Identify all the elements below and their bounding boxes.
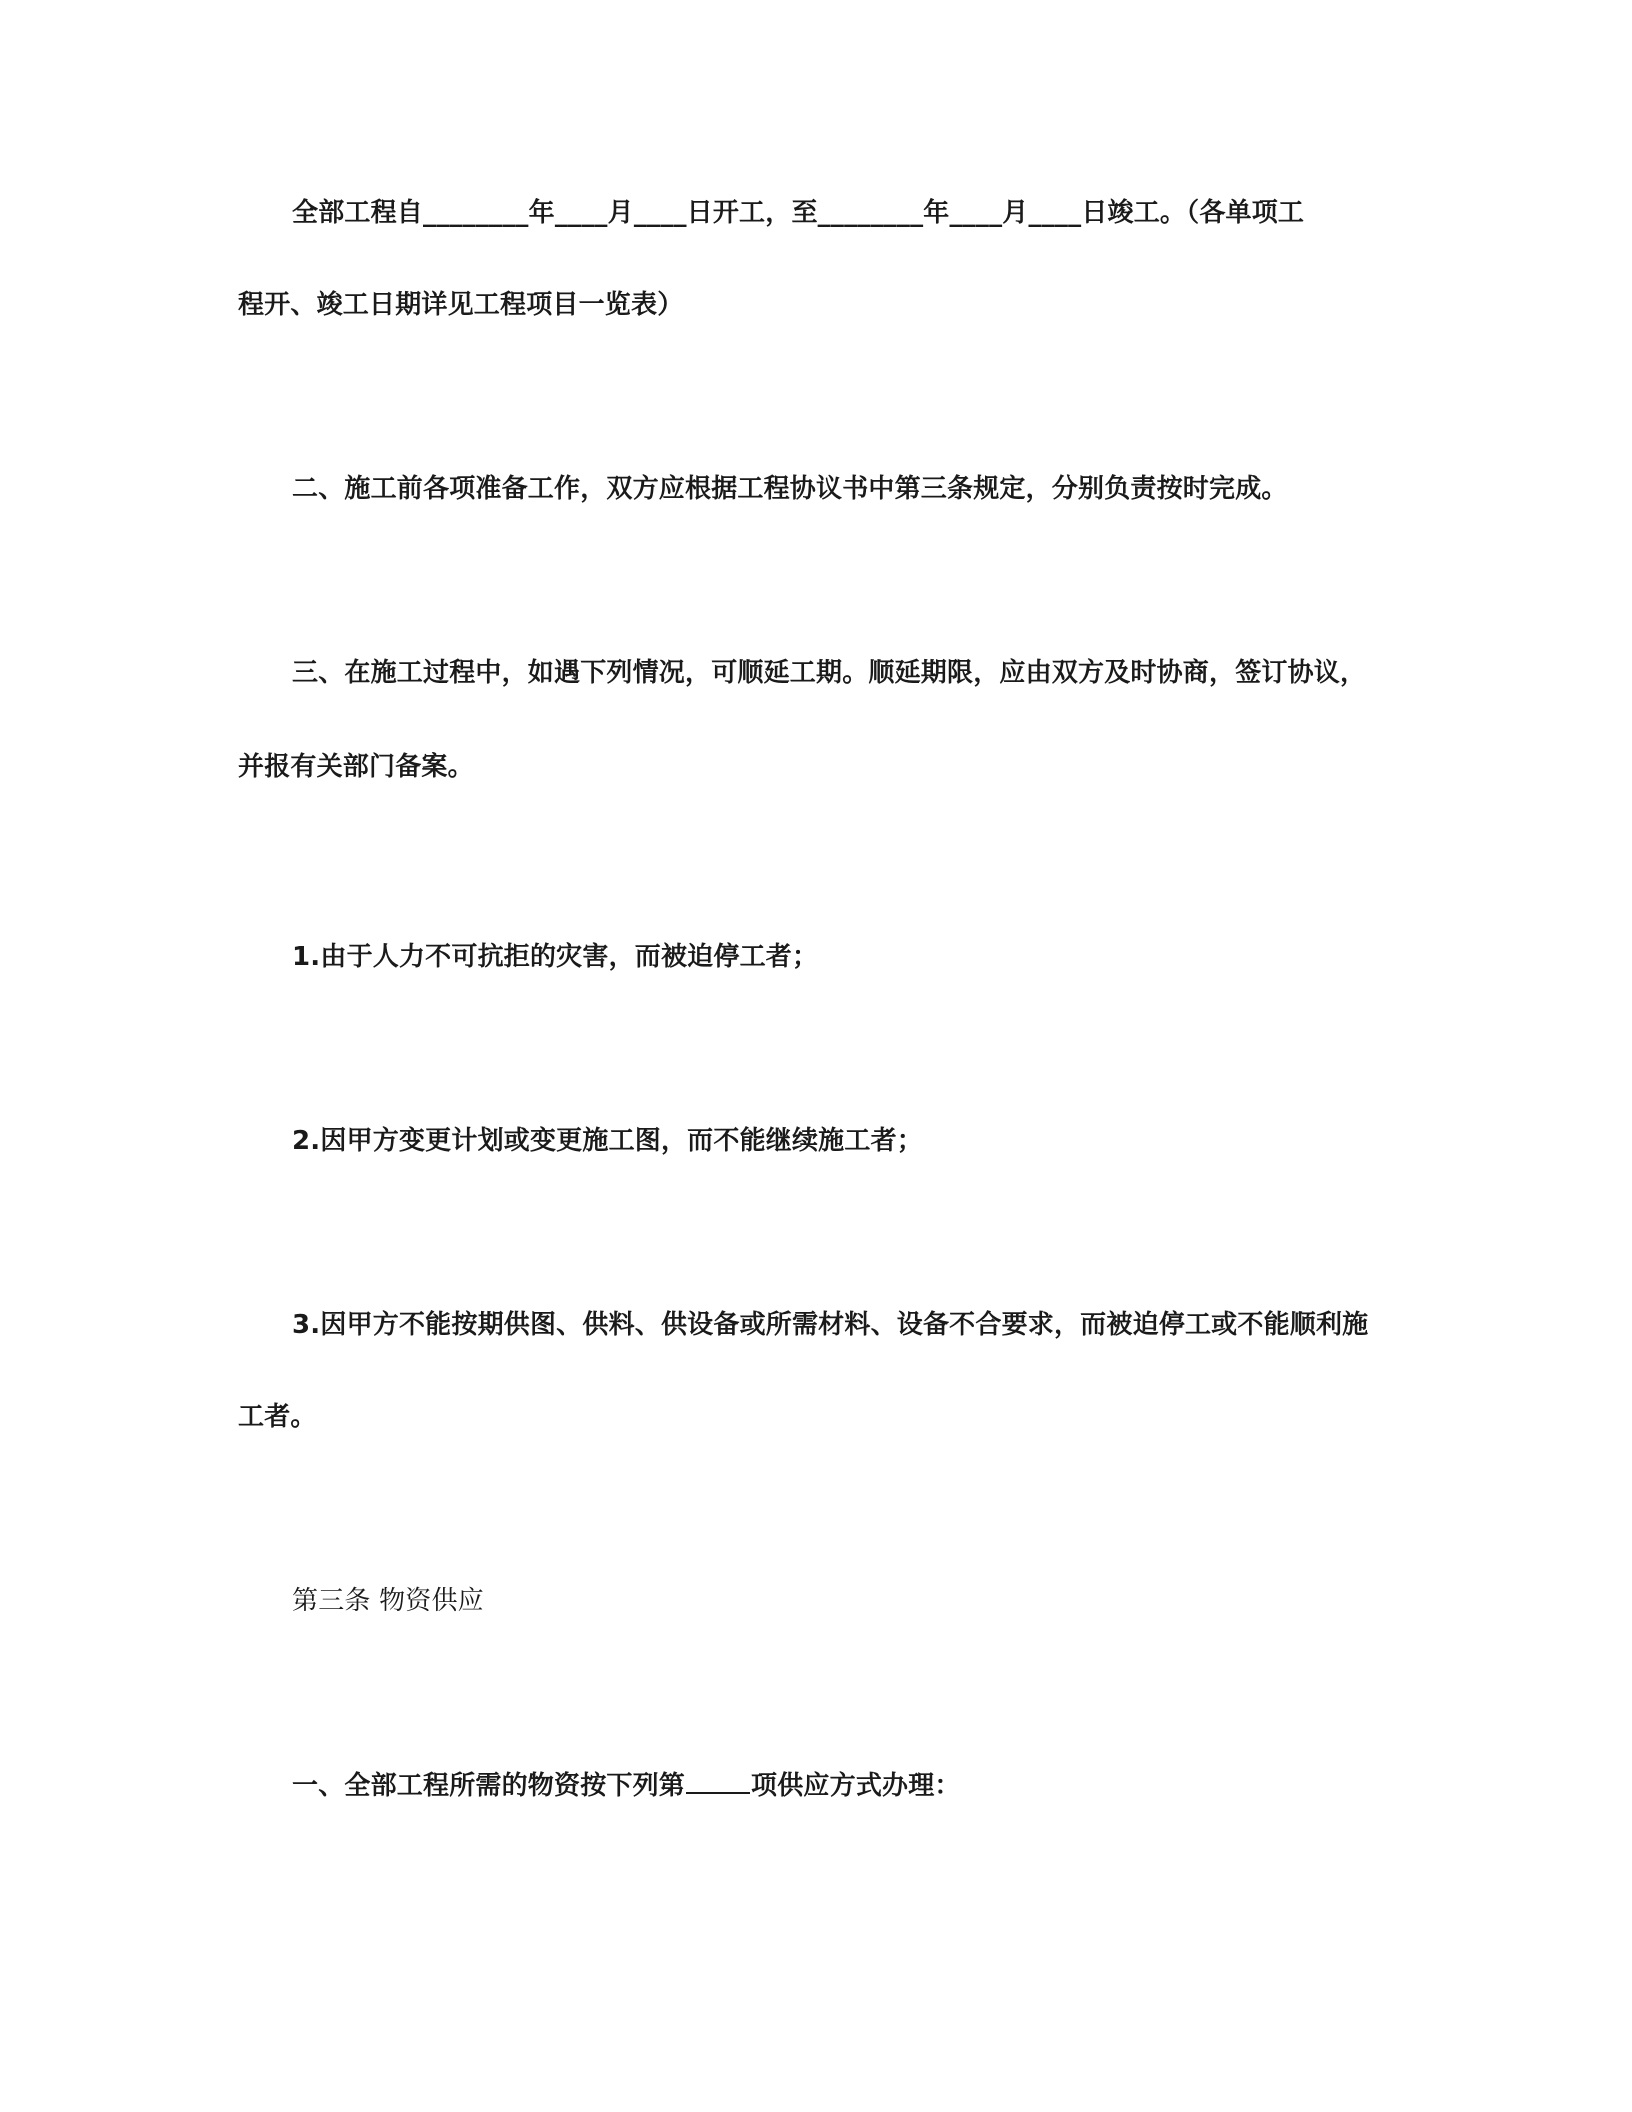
supply-suffix: 项供应方式办理： <box>751 1771 961 1801</box>
paragraph-schedule-line2: 程开、竣工日期详见工程项目一览表） <box>238 290 684 320</box>
end-day-blank: ____ <box>1028 198 1082 228</box>
list-item-3-line2: 工者。 <box>238 1402 317 1432</box>
end-month-label: 月 <box>1002 198 1029 228</box>
end-day-label: 日竣工。（各单项工 <box>1081 198 1305 228</box>
list-item-1: 1.由于人力不可抗拒的灾害，而被迫停工者； <box>292 942 819 972</box>
start-year-blank: ________ <box>423 198 529 228</box>
end-year-blank: ________ <box>817 198 924 228</box>
paragraph-preparation: 二、施工前各项准备工作，双方应根据工程协议书中第三条规定，分别负责按时完成。 <box>292 474 1288 504</box>
start-month-blank: ____ <box>554 198 608 228</box>
supply-option-blank <box>686 1768 750 1794</box>
paragraph-supply <box>292 1768 961 1803</box>
article-3-heading: 第三条 物资供应 <box>292 1586 484 1616</box>
list-item-3-line1: 3.因甲方不能按期供图、供料、供设备或所需材料、设备不合要求，而被迫停工或不能顺利施 <box>292 1310 1369 1340</box>
schedule-prefix: 全部工程自 <box>292 198 424 228</box>
supply-prefix: 一、全部工程所需的物资按下列第 <box>292 1771 686 1801</box>
paragraph-extension-line2: 并报有关部门备案。 <box>238 752 474 782</box>
start-day-label: 日开工，至 <box>686 198 818 228</box>
start-month-label: 月 <box>607 198 634 228</box>
start-year-label: 年 <box>528 198 555 228</box>
end-month-blank: ____ <box>949 198 1003 228</box>
start-day-blank: ____ <box>633 198 687 228</box>
end-year-label: 年 <box>923 198 950 228</box>
paragraph-schedule-line1 <box>292 196 1304 230</box>
paragraph-extension-line1: 三、在施工过程中，如遇下列情况，可顺延工期。顺延期限，应由双方及时协商，签订协议， <box>292 658 1367 688</box>
list-item-2: 2.因甲方变更计划或变更施工图，而不能继续施工者； <box>292 1126 923 1156</box>
